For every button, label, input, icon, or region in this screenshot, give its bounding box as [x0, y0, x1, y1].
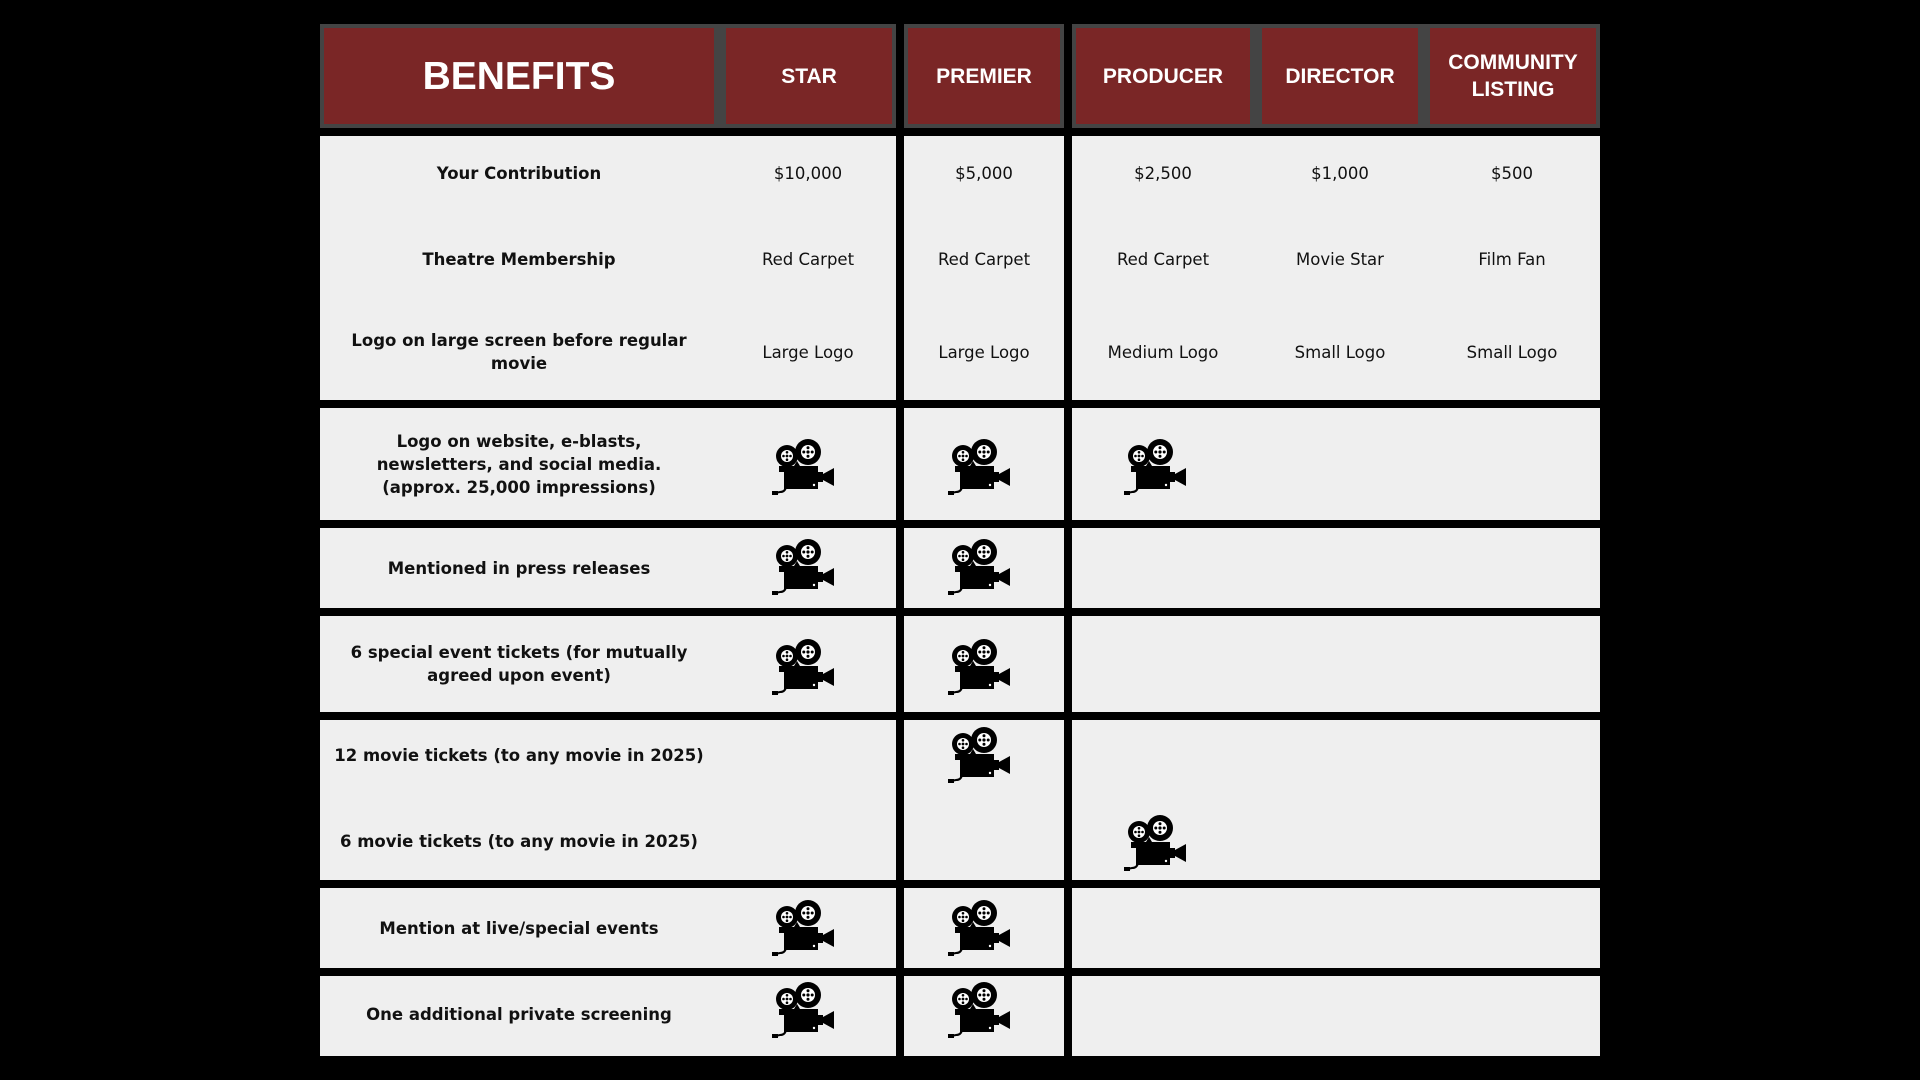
movie-camera-icon	[948, 900, 1012, 956]
header-tier-premier: PREMIER	[908, 28, 1060, 124]
movie-camera-icon	[948, 539, 1012, 595]
header-group-premier	[904, 24, 1064, 128]
value-premier-contribution: $5,000	[955, 163, 1013, 183]
value-director-contribution: $1,000	[1311, 163, 1369, 183]
row-label-special-event-tickets: 6 special event tickets (for mutually agreed upon event)	[350, 643, 688, 685]
panel-band7-group3	[1072, 976, 1600, 1056]
value-director-membership: Movie Star	[1296, 249, 1384, 269]
row-label-screen-logo: Logo on large screen before regular movie	[351, 331, 687, 373]
value-community-screen-logo: Small Logo	[1466, 342, 1558, 362]
header-benefits: BENEFITS	[324, 28, 714, 124]
movie-camera-icon	[772, 900, 836, 956]
row-label-press-releases: Mentioned in press releases	[387, 558, 651, 578]
header-tier-producer: PRODUCER	[1076, 28, 1250, 124]
row-label-6-movie-tickets: 6 movie tickets (to any movie in 2025)	[340, 831, 698, 851]
header-tier-director: DIRECTOR	[1262, 28, 1418, 124]
movie-camera-icon	[948, 439, 1012, 495]
movie-camera-icon	[1124, 439, 1188, 495]
row-label-private-screening: One additional private screening	[366, 1004, 672, 1024]
movie-camera-icon	[1124, 815, 1188, 871]
row-label-membership: Theatre Membership	[422, 249, 616, 269]
movie-camera-icon	[772, 439, 836, 495]
value-director-screen-logo: Small Logo	[1294, 342, 1386, 362]
value-star-membership: Red Carpet	[761, 249, 855, 269]
row-label-website-logo: Logo on website, e-blasts, newsletters, and social media. (approx. 25,000 impressions)	[376, 431, 662, 497]
value-producer-contribution: $2,500	[1134, 163, 1192, 183]
value-community-contribution: $500	[1491, 163, 1533, 183]
header-tier-star: STAR	[726, 28, 892, 124]
panel-band4-group3	[1072, 616, 1600, 712]
movie-camera-icon	[772, 539, 836, 595]
value-producer-membership: Red Carpet	[1116, 249, 1210, 269]
header-tier-community-listing: COMMUNITY LISTING	[1430, 28, 1596, 124]
value-community-membership: Film Fan	[1478, 249, 1546, 269]
header-group-lower-tiers	[1072, 24, 1600, 128]
movie-camera-icon	[948, 639, 1012, 695]
value-premier-screen-logo: Large Logo	[938, 342, 1030, 362]
panel-band3-group3	[1072, 528, 1600, 608]
header-group-benefits-star	[320, 24, 896, 128]
movie-camera-icon	[772, 982, 836, 1038]
row-label-12-movie-tickets: 12 movie tickets (to any movie in 2025)	[334, 745, 704, 765]
row-label-contribution: Your Contribution	[436, 163, 602, 183]
movie-camera-icon	[948, 982, 1012, 1038]
movie-camera-icon	[948, 727, 1012, 783]
panel-band6-group3	[1072, 888, 1600, 968]
row-label-live-events: Mention at live/special events	[379, 918, 659, 938]
value-star-contribution: $10,000	[773, 163, 843, 183]
value-star-screen-logo: Large Logo	[762, 342, 854, 362]
movie-camera-icon	[772, 639, 836, 695]
value-producer-screen-logo: Medium Logo	[1107, 342, 1219, 362]
value-premier-membership: Red Carpet	[937, 249, 1031, 269]
